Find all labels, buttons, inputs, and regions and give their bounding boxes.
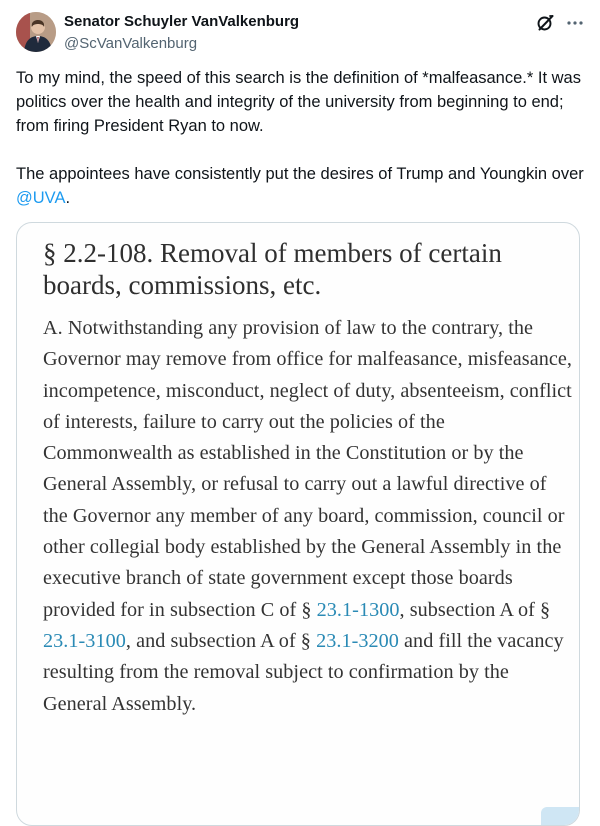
grok-button[interactable] — [534, 12, 556, 34]
statute-text-part-2: , subsection A of § — [399, 598, 551, 621]
uva-mention-link[interactable]: @UVA — [16, 189, 66, 207]
grok-icon — [535, 13, 555, 33]
statute-link-23-1-3100: 23.1-3100 — [43, 629, 126, 652]
tweet-paragraph-1: To my mind, the speed of this search is the definition of *malfeasance.* It was politics over the health and integrity of the university from beginning to end; from firing President Ryan to now. — [16, 69, 581, 135]
statute-heading: § 2.2-108. Removal of members of certain boards, commissions, etc. — [43, 238, 502, 300]
media-corner-tag — [541, 807, 579, 825]
author-block — [64, 12, 299, 54]
more-options-icon — [565, 13, 585, 33]
avatar[interactable] — [16, 12, 56, 52]
tweet-paragraph-2-prefix: The appointees have consistently put the desires of Trump and Youngkin over — [16, 165, 584, 183]
author-handle[interactable]: @ScVanValkenburg — [64, 35, 198, 52]
statute-link-23-1-1300: 23.1-1300 — [316, 598, 400, 621]
top-actions — [534, 12, 586, 34]
avatar-photo-icon — [16, 12, 56, 52]
author-name[interactable]: Senator Schuyler VanValkenburg — [64, 13, 300, 30]
statute-text-part-1: A. Notwithstanding any provision of law to the contrary, the Governor may remove from office for malfeasance, misfeasance, incompetence, misconduct, neglect of duty, absenteeism, conflict of interests, failure to carry out the policies of the Commonwealth as established in the Constitution or by the General Assembly, or refusal to carry out a lawful directive of the Governor any member of any board, commission, council or other collegial body established by the General Assembly in the executive branch of state government except those boards provided for in subsection C of § — [43, 317, 572, 621]
statute-text-part-4: and fill the vacancy resulting from the removal subject to confirmation by the General Assembly. — [43, 629, 564, 715]
tweet-text — [16, 66, 586, 210]
tweet-paragraph-2 — [16, 162, 586, 210]
attached-image[interactable] — [16, 222, 580, 826]
tweet-paragraph-2-suffix: . — [65, 189, 71, 207]
statute-body — [43, 313, 573, 720]
statute-link-23-1-3200: 23.1-3200 — [316, 629, 399, 652]
more-options-button[interactable] — [564, 12, 586, 34]
statute-text-part-3: , and subsection A of § — [125, 629, 317, 652]
